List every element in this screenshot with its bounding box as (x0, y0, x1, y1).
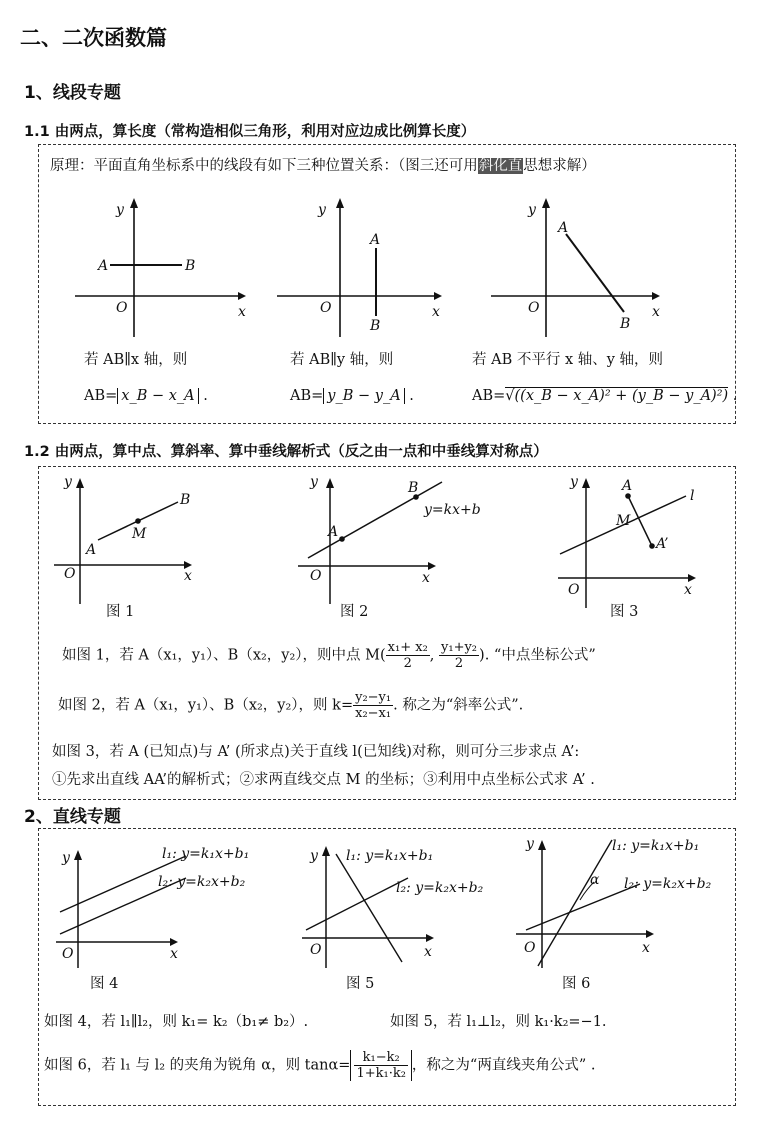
angle-abs (350, 1050, 411, 1081)
cond-vertical: 若 AB∥y 轴，则 (290, 352, 394, 368)
origin-label: O (528, 300, 540, 316)
angle-frac (354, 1050, 407, 1081)
angle-alpha-label: α (590, 872, 600, 888)
slope-pre: 如图 2，若 A（x₁，y₁）、B（x₂，y₂），则 k= (58, 697, 354, 714)
angle-post: ，称之为“两直线夹角公式” . (411, 1057, 596, 1074)
point-b-label: B (370, 318, 381, 334)
l2-label: l₂: y=k₂x+b₂ (624, 876, 712, 892)
midpoint-pre: 如图 1，若 A（x₁，y₁）、B（x₂，y₂），则中点 M( (62, 647, 386, 664)
figure-2 (290, 470, 481, 610)
y-axis-arrow (326, 478, 334, 488)
point-a-dot (625, 493, 631, 499)
line-l2 (526, 884, 640, 930)
slope-post: . 称之为“斜率公式”. (393, 697, 524, 714)
diagram-vertical-segment (272, 192, 452, 342)
y-axis-arrow (582, 478, 590, 488)
origin-label: O (64, 566, 76, 582)
x-axis-arrow (434, 292, 442, 300)
x-label: x (684, 582, 692, 598)
diagram-horizontal-segment (70, 192, 250, 342)
l1-label: l₁: y=k₁x+b₁ (346, 848, 434, 864)
y-label: y (310, 474, 318, 490)
point-a-prime-label: A’ (656, 536, 669, 552)
formula-vertical (290, 388, 414, 404)
origin-label: O (62, 946, 74, 962)
point-b-label: B (180, 492, 191, 508)
x-axis-arrow (646, 930, 654, 938)
figure-5 (296, 840, 506, 970)
y-axis-arrow (336, 198, 344, 208)
point-b-label: B (185, 258, 196, 274)
point-m-label: M (616, 513, 631, 529)
midpoint-m-dot (135, 518, 141, 524)
principle-highlight: 斜化直 (478, 158, 523, 174)
formula-lhs: AB= (84, 388, 118, 404)
cond-horizontal: 若 AB∥x 轴，则 (84, 352, 188, 368)
figure-2-caption: 图 2 (340, 604, 369, 620)
subsection-1-2-heading: 1.2 由两点，算中点、算斜率、算中垂线解析式（反之由一点和中垂线算对称点） (24, 444, 548, 460)
figure-5-caption: 图 5 (346, 976, 375, 992)
origin-label: O (116, 300, 128, 316)
y-label: y (62, 850, 70, 866)
l1-label: l₁: y=k₁x+b₁ (612, 838, 700, 854)
principle-post: 思想求解） (523, 158, 596, 174)
subsection-1-1-heading: 1.1 由两点，算长度（常构造相似三角形，利用对应边成比例算长度） (24, 124, 476, 140)
line-l1 (336, 854, 402, 962)
three-steps-line: ①先求出直线 AA’的解析式；②求两直线交点 M 的坐标；③利用中点坐标公式求 A’ . (52, 772, 595, 788)
figure-3 (550, 470, 730, 610)
x-label: x (422, 570, 430, 586)
symmetric-point-line: 如图 3，若 A (已知点)与 A’ (所求点)关于直线 l(已知线)对称，则可分三步求点 A’: (52, 744, 580, 760)
formula-abs: x_B − x_A (117, 388, 198, 404)
figure-6 (512, 832, 734, 970)
y-axis-arrow (538, 840, 546, 850)
slope-frac (353, 690, 393, 721)
angle-formula-line (44, 1050, 595, 1081)
y-axis-arrow (542, 198, 550, 208)
y-label: y (64, 474, 72, 490)
figure-4-caption: 图 4 (90, 976, 119, 992)
figure-4 (50, 840, 270, 970)
x-axis-arrow (428, 562, 436, 570)
origin-label: O (310, 568, 322, 584)
l2-label: l₂: y=k₂x+b₂ (158, 874, 246, 890)
line-l1 (538, 840, 612, 966)
y-label: y (570, 474, 578, 490)
origin-label: O (524, 940, 536, 956)
x-label: x (642, 940, 650, 956)
midpoint-frac-y (439, 640, 479, 671)
line-kx-b (308, 482, 442, 558)
point-m-label: M (132, 526, 147, 542)
frac-num: y₁+y₂ (441, 640, 478, 655)
point-a-dot (339, 536, 345, 542)
figure-3-caption: 图 3 (610, 604, 639, 620)
y-axis-arrow (322, 846, 330, 856)
frac-num: y₂−y₁ (355, 690, 392, 705)
x-axis-arrow (652, 292, 660, 300)
x-axis-arrow (238, 292, 246, 300)
origin-label: O (320, 300, 332, 316)
frac-den: x₂−x₁ (355, 706, 392, 721)
midpoint-frac-x (386, 640, 430, 671)
frac-den: 1+k₁·k₂ (356, 1066, 406, 1081)
point-a-label: A (86, 542, 97, 558)
x-axis-arrow (170, 938, 178, 946)
figure-1-caption: 图 1 (106, 604, 135, 620)
point-a-label: A (622, 478, 633, 494)
line-equation-label: y=kx+b (424, 502, 481, 518)
frac-den: 2 (454, 656, 464, 671)
figure-1 (50, 470, 210, 610)
formula-lhs: AB= (472, 388, 506, 404)
y-axis-arrow (76, 478, 84, 488)
y-label: y (318, 202, 326, 218)
angle-pre: 如图 6，若 l₁ 与 l₂ 的夹角为锐角 α，则 tanα= (44, 1057, 351, 1074)
frac-num: x₁+ x₂ (387, 640, 428, 655)
x-label: x (184, 568, 192, 584)
midpoint-formula-line: 如图 1，若 A（x₁，y₁）、B（x₂，y₂），则中点 M( $\frac{\text{x₁+ x₂}}{2}$ , $\frac{\text{y₁+y₂}}{2}$ ). “中点坐标公式” (62, 640, 596, 671)
formula-sqrt: √((x_B − x_A)² + (y_B − y_A)²) (505, 388, 729, 404)
formula-end: . (203, 388, 208, 404)
figure-6-caption: 图 6 (562, 976, 591, 992)
point-a-label: A (558, 220, 569, 236)
y-label: y (528, 202, 536, 218)
point-b-label: B (620, 316, 631, 332)
principle-pre: 原理：平面直角坐标系中的线段有如下三种位置关系：（图三还可用 (50, 158, 478, 174)
x-label: x (424, 944, 432, 960)
frac-den: 2 (403, 656, 412, 671)
y-label: y (310, 848, 318, 864)
principle-text (50, 154, 596, 175)
y-label: y (116, 202, 124, 218)
point-b-label: B (408, 480, 419, 496)
line-l2 (306, 878, 408, 930)
x-axis-arrow (426, 934, 434, 942)
line-l-label: l (690, 488, 695, 504)
cond-oblique: 若 AB 不平行 x 轴、y 轴，则 (472, 352, 664, 368)
point-a-prime-dot (649, 543, 655, 549)
section2-heading: 2、直线专题 (24, 807, 121, 827)
y-axis-arrow (74, 850, 82, 860)
y-axis-arrow (130, 198, 138, 208)
x-label: x (432, 304, 440, 320)
point-a-label: A (98, 258, 109, 274)
x-label: x (652, 304, 660, 320)
perpendicular-condition: 如图 5，若 l₁⊥l₂，则 k₁·k₂=−1. (390, 1014, 607, 1030)
point-a-label: A (370, 232, 381, 248)
section1-heading: 1、线段专题 (24, 83, 121, 103)
frac-num: k₁−k₂ (354, 1050, 407, 1066)
formula-abs: y_B − y_A (323, 388, 404, 404)
formula-end: . (409, 388, 414, 404)
point-a-label: A (328, 524, 339, 540)
x-label: x (170, 946, 178, 962)
x-axis-arrow (688, 574, 696, 582)
y-label: y (526, 836, 534, 852)
slope-formula-line (58, 690, 523, 721)
page-title: 二、二次函数篇 (20, 26, 167, 50)
midpoint-post: ). “中点坐标公式” (479, 647, 596, 664)
formula-horizontal (84, 388, 208, 404)
l1-label: l₁: y=k₁x+b₁ (162, 846, 250, 862)
l2-label: l₂: y=k₂x+b₂ (396, 880, 484, 896)
formula-lhs: AB= (290, 388, 324, 404)
x-label: x (238, 304, 246, 320)
formula-end: . (732, 388, 738, 404)
parallel-condition: 如图 4，若 l₁∥l₂，则 k₁= k₂（b₁≠ b₂）. (44, 1014, 309, 1030)
diagram-oblique-segment (486, 192, 676, 342)
origin-label: O (310, 942, 322, 958)
origin-label: O (568, 582, 580, 598)
segment-ab (566, 234, 624, 312)
formula-oblique (472, 388, 737, 404)
